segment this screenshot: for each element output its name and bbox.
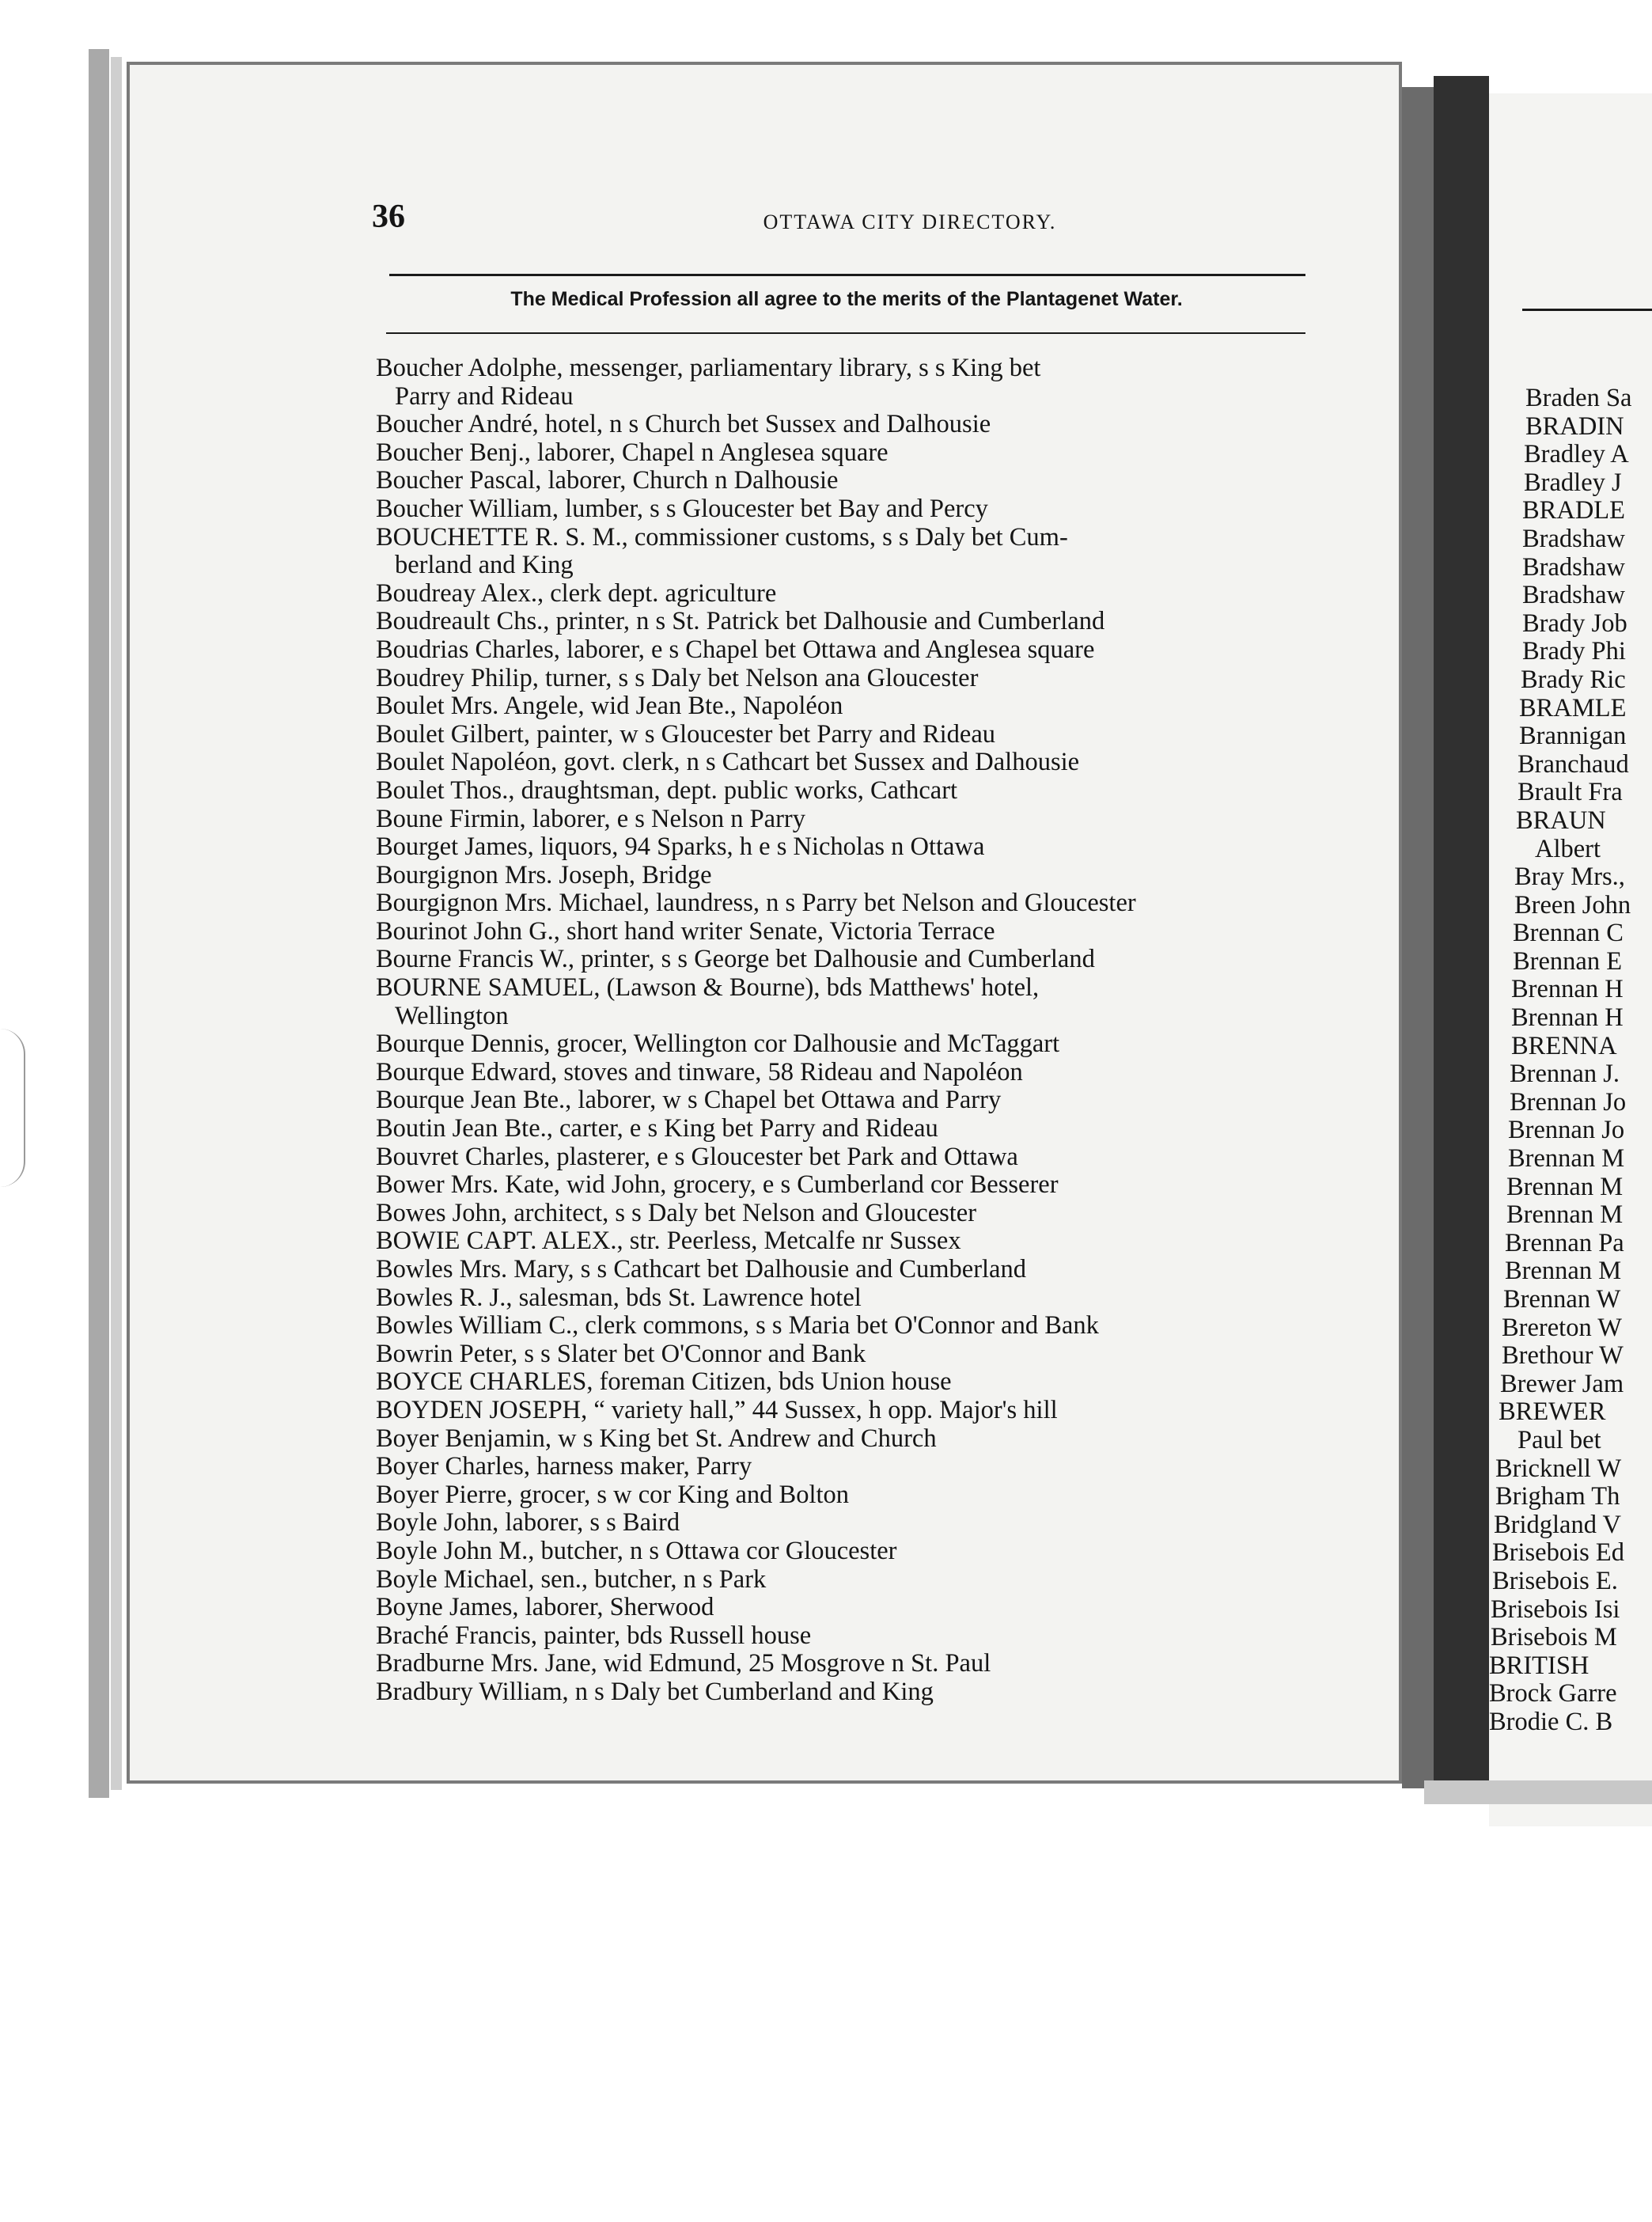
right-page-entry: Brennan J. — [1510, 1060, 1620, 1089]
directory-entry: Boyne James, laborer, Sherwood — [376, 1593, 714, 1622]
directory-entry: Boulet Mrs. Angele, wid Jean Bte., Napoléon — [376, 692, 843, 721]
directory-entry: Bradburne Mrs. Jane, wid Edmund, 25 Mosgrove n St. Paul — [376, 1649, 991, 1678]
directory-entry-continuation: berland and King — [395, 551, 574, 580]
page-shadow — [1402, 87, 1434, 1788]
right-page-entry: Brisebois M — [1491, 1623, 1617, 1652]
directory-entry: BOYDEN JOSEPH, “ variety hall,” 44 Sussex, h opp. Major's hill — [376, 1395, 1058, 1424]
directory-entry-continuation: Wellington — [395, 1001, 509, 1030]
directory-entry: Boudrias Charles, laborer, e s Chapel bet Ottawa and Anglesea square — [376, 635, 1095, 664]
right-page-entry: BREWER — [1499, 1397, 1606, 1427]
directory-entry: Boucher André, hotel, n s Church bet Sussex and Dalhousie — [376, 410, 991, 439]
right-page-entries — [1489, 385, 1652, 1737]
right-page-entry: BRITISH — [1489, 1651, 1589, 1680]
right-page-entry: Brisebois Isi — [1491, 1594, 1620, 1624]
right-page-entry: Brady Ric — [1521, 665, 1626, 694]
running-title: OTTAWA CITY DIRECTORY. — [763, 210, 1057, 233]
right-page-entry: Brady Job — [1522, 609, 1627, 638]
right-page-entry: Brereton W — [1502, 1313, 1622, 1342]
right-page-entry: Brennan Jo — [1508, 1116, 1625, 1145]
right-page-entry: Bradley J — [1524, 468, 1622, 497]
directory-entry: Boudreault Chs., printer, n s St. Patrick bet Dalhousie and Cumberland — [376, 607, 1105, 636]
right-page-entry: Brannigan — [1519, 722, 1627, 751]
right-page-entry: Brennan E — [1513, 946, 1623, 976]
directory-entry: Boutin Jean Bte., carter, e s King bet Parry and Rideau — [376, 1114, 938, 1143]
right-page-entry: Brennan H — [1511, 1003, 1624, 1033]
right-page-rule — [1522, 309, 1652, 311]
directory-entry: Boyer Pierre, grocer, s w cor King and Bolton — [376, 1480, 849, 1509]
directory-entry: Boucher Pascal, laborer, Church n Dalhousie — [376, 466, 839, 495]
right-page-entry: Brewer Jam — [1500, 1369, 1624, 1398]
directory-entry: Bourne Francis W., printer, s s George bet Dalhousie and Cumberland — [376, 945, 1095, 974]
right-page-entry: Brennan W — [1503, 1285, 1621, 1314]
book-edge — [89, 49, 109, 1798]
right-page-entry: Brennan Pa — [1505, 1228, 1624, 1257]
directory-entry: Bower Mrs. Kate, wid John, grocery, e s Cumberland cor Besserer — [376, 1170, 1059, 1200]
directory-entry: Bourque Dennis, grocer, Wellington cor Dalhousie and McTaggart — [376, 1029, 1060, 1059]
right-page-entry: Bray Mrs., — [1514, 863, 1625, 892]
right-page-entry: Brigham Th — [1495, 1482, 1620, 1511]
directory-entry: Boulet Thos., draughtsman, dept. public works, Cathcart — [376, 775, 958, 805]
right-page-entry: Brennan M — [1505, 1257, 1622, 1286]
right-page-entry: Brady Phi — [1522, 637, 1626, 666]
directory-entry: Boudreay Alex., clerk dept. agriculture — [376, 578, 777, 608]
right-page-entry: Brennan C — [1513, 919, 1624, 948]
right-page-entry: Bradshaw — [1522, 552, 1625, 582]
right-page-entry: Brodie C. B — [1489, 1707, 1613, 1736]
directory-entry: BOURNE SAMUEL, (Lawson & Bourne), bds Matthews' hotel, — [376, 973, 1040, 1003]
directory-entry: Bourget James, liquors, 94 Sparks, h e s Nicholas n Ottawa — [376, 832, 985, 862]
directory-entry: Bourgignon Mrs. Joseph, Bridge — [376, 860, 712, 889]
right-page-entry: BRAMLE — [1519, 693, 1627, 722]
page-bottom-edge — [1424, 1780, 1652, 1804]
directory-entry: Bouvret Charles, plasterer, e s Gloucester bet Park and Ottawa — [376, 1142, 1018, 1171]
directory-entry: Boyle Michael, sen., butcher, n s Park — [376, 1564, 767, 1594]
book-gutter — [1434, 76, 1489, 1801]
directory-entry: Boyer Charles, harness maker, Parry — [376, 1452, 752, 1481]
directory-entries — [376, 355, 1313, 1707]
directory-entry: Braché Francis, painter, bds Russell house — [376, 1621, 812, 1650]
right-page-entry: Brock Garre — [1489, 1679, 1617, 1708]
right-page-entry: Bradshaw — [1522, 524, 1625, 553]
right-page-entry: Brennan Jo — [1510, 1087, 1627, 1117]
directory-entry: Bowles Mrs. Mary, s s Cathcart bet Dalhousie and Cumberland — [376, 1255, 1026, 1284]
directory-entry: Bourque Edward, stoves and tinware, 58 Rideau and Napoléon — [376, 1057, 1023, 1086]
right-page-entry: Bricknell W — [1495, 1454, 1622, 1483]
directory-entry: BOUCHETTE R. S. M., commissioner customs, s s Daly bet Cum- — [376, 522, 1068, 552]
directory-entry: Bowles R. J., salesman, bds St. Lawrence hotel — [376, 1283, 862, 1312]
right-page-entry: BRADLE — [1522, 496, 1625, 525]
directory-entry: Boyer Benjamin, w s King bet St. Andrew and Church — [376, 1424, 937, 1453]
directory-entry: Bowes John, architect, s s Daly bet Nelson and Gloucester — [376, 1198, 977, 1227]
right-page-entry: Brisebois E. — [1492, 1566, 1618, 1595]
book-edge-inner — [111, 57, 122, 1790]
right-page-entry: BRADIN — [1525, 411, 1624, 441]
banner-rule — [386, 332, 1305, 334]
directory-entry: Bourinot John G., short hand writer Senate, Victoria Terrace — [376, 916, 995, 946]
directory-entry: Bourque Jean Bte., laborer, w s Chapel bet Ottawa and Parry — [376, 1086, 1002, 1115]
right-page-entry: Brennan M — [1506, 1172, 1624, 1201]
directory-entry: Boucher Benj., laborer, Chapel n Anglesea square — [376, 438, 889, 467]
right-page-entry: Paul bet — [1517, 1425, 1601, 1454]
right-page-entry: Brisebois Ed — [1492, 1538, 1625, 1568]
directory-entry: Boudrey Philip, turner, s s Daly bet Nelson ana Gloucester — [376, 663, 979, 692]
directory-entry-continuation: Parry and Rideau — [395, 381, 574, 411]
right-page-entry: BRENNA — [1511, 1031, 1617, 1060]
directory-entry: Boulet Gilbert, painter, w s Gloucester bet Parry and Rideau — [376, 719, 995, 749]
directory-entry: Boulet Napoléon, govt. clerk, n s Cathcart bet Sussex and Dalhousie — [376, 748, 1080, 777]
right-page-entry: Braden Sa — [1525, 384, 1632, 412]
right-page-entry: BRAUN — [1516, 806, 1606, 835]
right-page-entry: Albert — [1535, 834, 1601, 863]
directory-entry: Bourgignon Mrs. Michael, laundress, n s Parry bet Nelson and Gloucester — [376, 889, 1136, 918]
right-page-entry: Bradley A — [1524, 440, 1629, 469]
directory-entry: BOWIE CAPT. ALEX., str. Peerless, Metcalfe nr Sussex — [376, 1227, 961, 1256]
directory-entry: BOYCE CHARLES, foreman Citizen, bds Union house — [376, 1367, 952, 1397]
directory-entry: Boyle John, laborer, s s Baird — [376, 1508, 680, 1538]
directory-entry: Bowrin Peter, s s Slater bet O'Connor and Bank — [376, 1339, 866, 1368]
page-number: 36 — [372, 199, 405, 235]
right-page-entry: Bridgland V — [1494, 1510, 1621, 1539]
right-page-entry: Brennan M — [1506, 1200, 1624, 1230]
directory-entry: Boune Firmin, laborer, e s Nelson n Parry — [376, 804, 805, 833]
right-page-entry: Brethour W — [1502, 1341, 1624, 1371]
scan-mark — [0, 1029, 25, 1187]
right-page-entry: Brennan M — [1508, 1144, 1625, 1174]
right-page-entry: Brault Fra — [1517, 778, 1623, 807]
right-page-entry: Bradshaw — [1522, 581, 1625, 610]
directory-entry: Boucher William, lumber, s s Gloucester bet Bay and Percy — [376, 494, 988, 523]
directory-entry: Bowles William C., clerk commons, s s Maria bet O'Connor and Bank — [376, 1311, 1099, 1340]
right-page-entry: Breen John — [1514, 890, 1631, 920]
directory-entry: Boyle John M., butcher, n s Ottawa cor Gloucester — [376, 1536, 897, 1565]
advertisement-banner: The Medical Profession all agree to the merits of the Plantagenet Water. — [510, 288, 1183, 310]
directory-entry: Boucher Adolphe, messenger, parliamentary library, s s King bet — [376, 354, 1041, 382]
header-rule — [389, 274, 1305, 276]
right-page-entry: Branchaud — [1517, 749, 1629, 779]
right-page-entry: Brennan H — [1511, 975, 1624, 1004]
directory-entry: Bradbury William, n s Daly bet Cumberland and King — [376, 1677, 934, 1706]
